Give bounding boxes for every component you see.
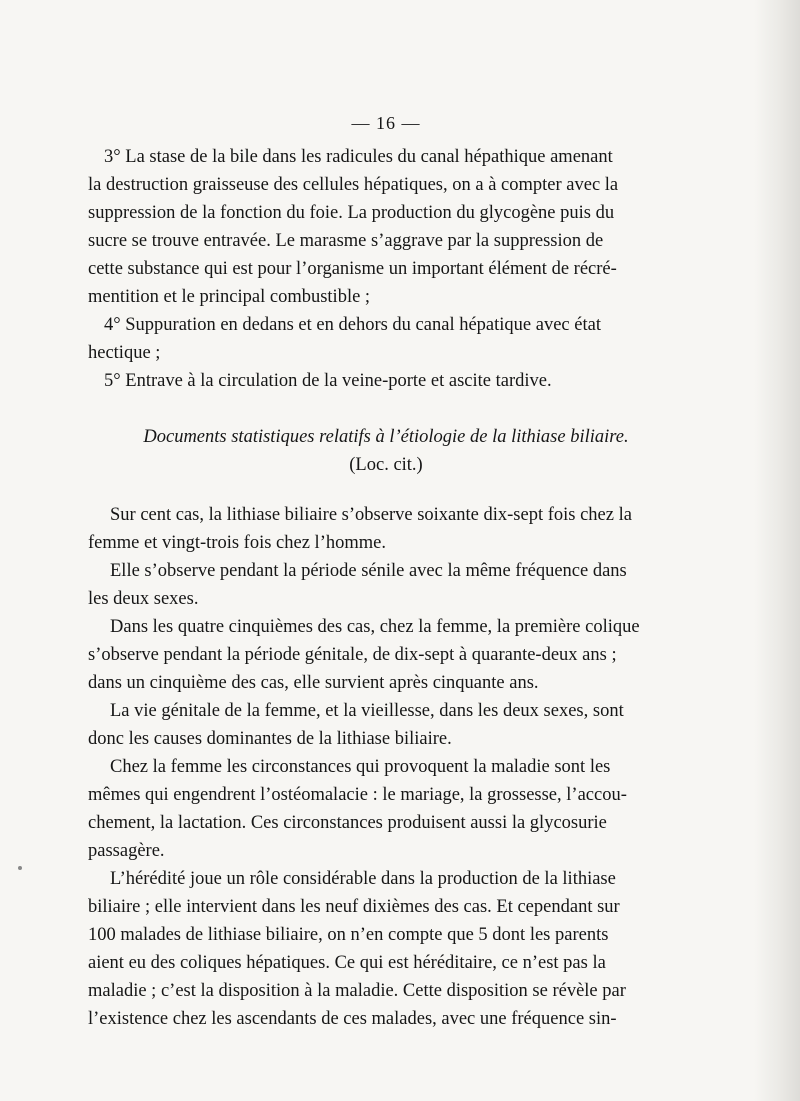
text-line: 3° La stase de la bile dans les radicules du canal hépathique amenant xyxy=(104,147,613,167)
text-line: suppression de la fonction du foie. La production du glycogène puis du xyxy=(88,203,615,223)
text-line: mêmes qui engendrent l’ostéomalacie : le mariage, la grossesse, l’accou- xyxy=(88,785,627,805)
text-line: mentition et le principal combustible ; xyxy=(88,287,371,307)
text-line: 100 malades de lithiase biliaire, on n’en compte que 5 dont les parents xyxy=(88,925,609,945)
text-line: L’hérédité joue un rôle considérable dans la production de la lithiase xyxy=(110,869,616,889)
text-line: s’observe pendant la période génitale, de dix-sept à quarante-deux ans ; xyxy=(88,645,617,665)
text-line: sucre se trouve entravée. Le marasme s’aggrave par la suppression de xyxy=(88,231,604,251)
text-line: aient eu des coliques hépatiques. Ce qui est héréditaire, ce n’est pas la xyxy=(88,953,606,973)
text-line: femme et vingt-trois fois chez l’homme. xyxy=(88,533,386,553)
text-line: Sur cent cas, la lithiase biliaire s’observe soixante dix-sept fois chez la xyxy=(110,505,632,525)
text-line: Elle s’observe pendant la période sénile avec la même fréquence dans xyxy=(110,561,627,581)
text-line: hectique ; xyxy=(88,343,161,363)
text-line: maladie ; c’est la disposition à la maladie. Cette disposition se révèle par xyxy=(88,981,626,1001)
text-line: la destruction graisseuse des cellules hépatiques, on a à compter avec la xyxy=(88,175,619,195)
text-line: donc les causes dominantes de la lithiase biliaire. xyxy=(88,729,452,749)
text-line: biliaire ; elle intervient dans les neuf dixièmes des cas. Et cependant sur xyxy=(88,897,620,917)
text-line: 4° Suppuration en dedans et en dehors du canal hépatique avec état xyxy=(104,315,601,335)
text-line: 5° Entrave à la circulation de la veine-porte et ascite tardive. xyxy=(104,371,552,391)
page-edge-shadow xyxy=(754,0,800,1101)
page-number: — 16 — xyxy=(351,113,421,133)
text-line: cette substance qui est pour l’organisme un important élément de récré- xyxy=(88,259,617,279)
text-line: La vie génitale de la femme, et la vieillesse, dans les deux sexes, sont xyxy=(110,701,624,721)
text-line: dans un cinquième des cas, elle survient après cinquante ans. xyxy=(88,673,539,693)
text-line: chement, la lactation. Ces circonstances produisent aussi la glycosurie xyxy=(88,813,607,833)
heading-source: (Loc. cit.) xyxy=(349,455,423,475)
text-line: passagère. xyxy=(88,841,165,861)
text-line: l’existence chez les ascendants de ces malades, avec une fréquence sin- xyxy=(88,1009,617,1029)
text-line: Dans les quatre cinquièmes des cas, chez la femme, la première colique xyxy=(110,617,640,637)
text-line: Chez la femme les circonstances qui provoquent la maladie sont les xyxy=(110,757,611,777)
margin-speck xyxy=(18,866,22,870)
text-line: les deux sexes. xyxy=(88,589,199,609)
section-heading: Documents statistiques relatifs à l’étiologie de la lithiase biliaire. xyxy=(143,427,629,447)
